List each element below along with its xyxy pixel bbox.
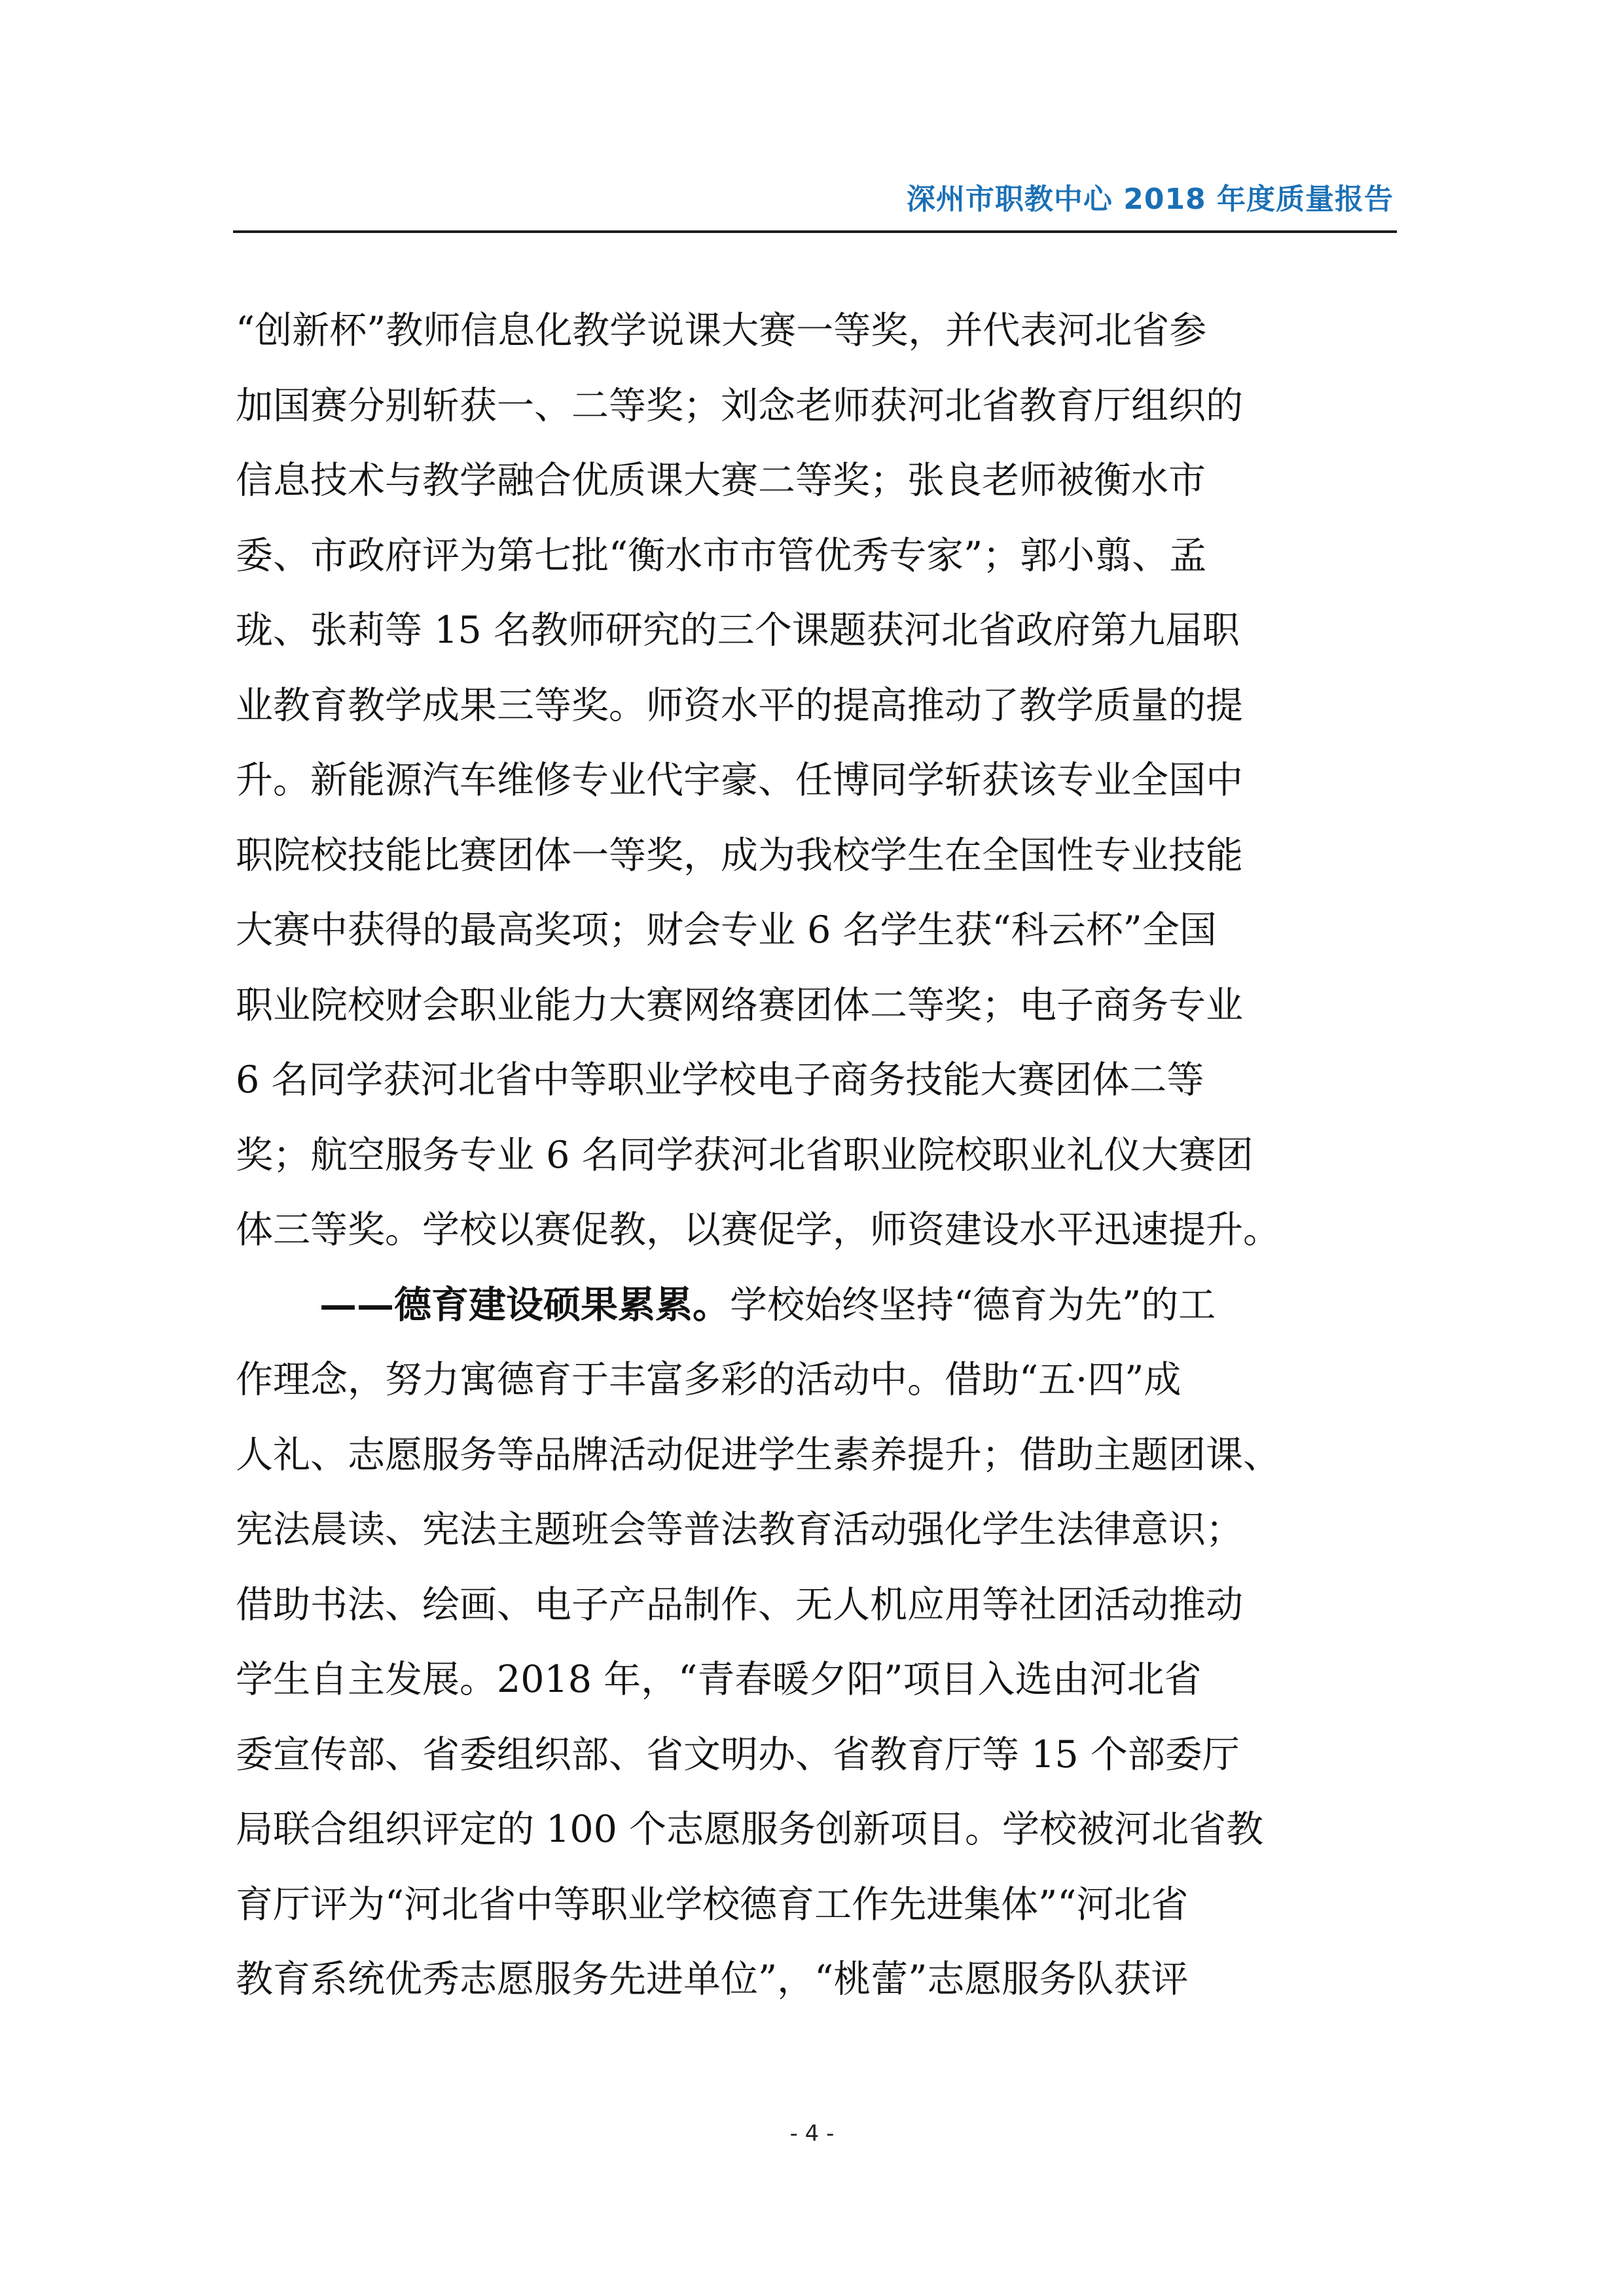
body-line: 作理念，努力寓德育于丰富多彩的活动中。借助“五·四”成 <box>236 1358 1182 1401</box>
body-line: 局联合组织评定的 100 个志愿服务创新项目。学校被河北省教 <box>236 1808 1264 1851</box>
body-line: 委宣传部、省委组织部、省文明办、省教育厅等 15 个部委厅 <box>236 1732 1240 1776</box>
body-line: 奖；航空服务专业 6 名同学获河北省职业院校职业礼仪大赛团 <box>236 1133 1254 1177</box>
body-line: 职院校技能比赛团体一等奖，成为我校学生在全国性专业技能 <box>236 833 1243 877</box>
body-line: 珑、张莉等 15 名教师研究的三个课题获河北省政府第九届职 <box>236 609 1240 652</box>
body-line: 教育系统优秀志愿服务先进单位”，“桃蕾”志愿服务队获评 <box>236 1958 1189 2001</box>
body-line: 加国赛分别斩获一、二等奖；刘念老师获河北省教育厅组织的 <box>236 384 1243 427</box>
body-line: 人礼、志愿服务等品牌活动促进学生素养提升；借助主题团课、 <box>236 1433 1280 1477</box>
body-line: 体三等奖。学校以赛促教，以赛促学，师资建设水平迅速提升。 <box>236 1208 1280 1251</box>
report-header-title: 深州市职教中心 2018 年度质量报告 <box>906 183 1394 216</box>
body-line: 业教育教学成果三等奖。师资水平的提高推动了教学质量的提 <box>236 683 1243 727</box>
body-line: 育厅评为“河北省中等职业学校德育工作先进集体”“河北省 <box>236 1882 1189 1926</box>
body-line: 职业院校财会职业能力大赛网络赛团体二等奖；电子商务专业 <box>236 983 1243 1027</box>
header-divider <box>233 230 1397 233</box>
section-first-line-text: 学校始终坚持“德育为先”的工 <box>730 1283 1216 1327</box>
body-line: “创新杯”教师信息化教学说课大赛一等奖，并代表河北省参 <box>236 309 1207 352</box>
document-body <box>236 293 1396 2017</box>
body-line: 信息技术与教学融合优质课大赛二等奖；张良老师被衡水市 <box>236 459 1206 502</box>
body-line: 6 名同学获河北省中等职业学校电子商务技能大赛团体二等 <box>236 1058 1204 1102</box>
body-line: 学生自主发展。2018 年，“青春暖夕阳”项目入选由河北省 <box>236 1658 1202 1701</box>
body-line: 升。新能源汽车维修专业代宇豪、任博同学斩获该专业全国中 <box>236 759 1243 802</box>
section-heading: ——德育建设硕果累累。 <box>319 1282 730 1327</box>
body-line: 大赛中获得的最高奖项；财会专业 6 名学生获“科云杯”全国 <box>236 908 1217 952</box>
section-first-line <box>236 1268 1396 1343</box>
body-line: 委、市政府评为第七批“衡水市市管优秀专家”；郭小翦、孟 <box>236 533 1207 577</box>
page-number: - 4 - <box>789 2121 835 2147</box>
body-line: 借助书法、绘画、电子产品制作、无人机应用等社团活动推动 <box>236 1583 1243 1626</box>
body-line: 宪法晨读、宪法主题班会等普法教育活动强化学生法律意识； <box>236 1508 1243 1551</box>
